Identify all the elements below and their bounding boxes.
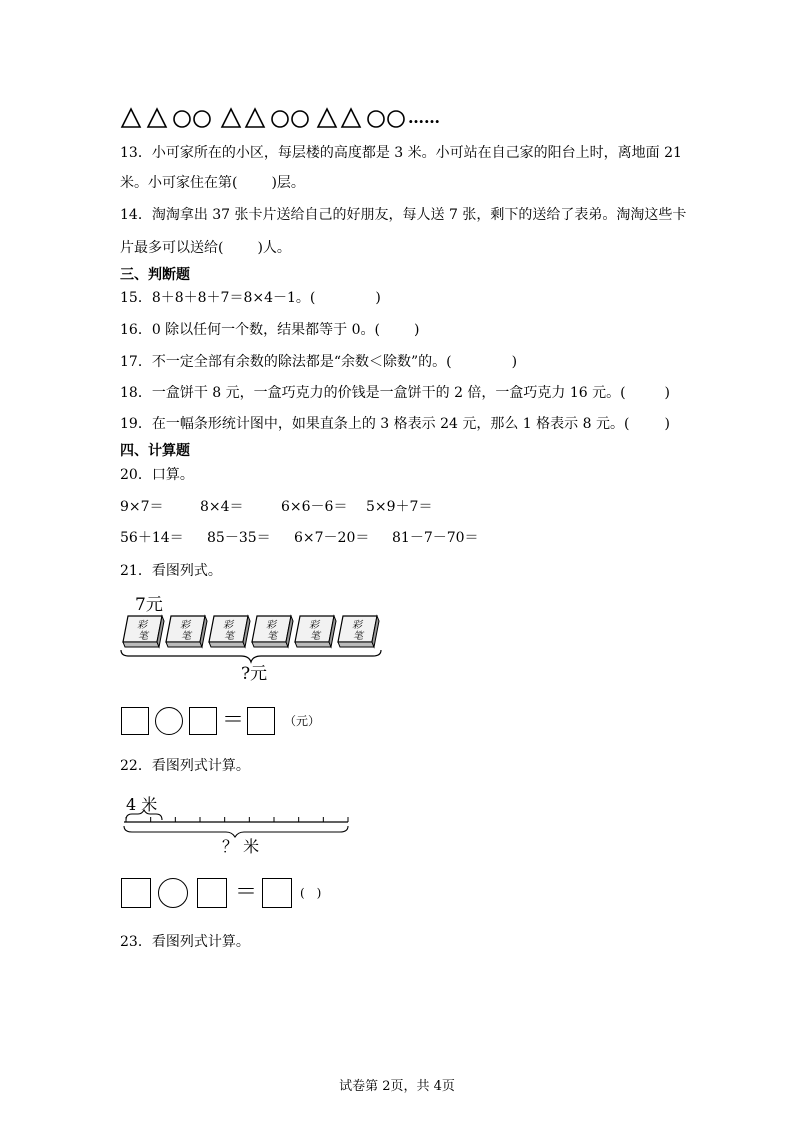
q17-text: 17．不一定全部有余数的除法都是“余数＜除数”的。( — [120, 354, 452, 370]
q21-answer-box[interactable] — [189, 707, 217, 735]
pattern-shapes — [120, 106, 450, 130]
q20-item: 9×7＝ — [120, 499, 164, 515]
triangle-icon — [222, 109, 240, 127]
crayon-box-label: 彩 — [137, 620, 147, 631]
q20-item: 5×9＋7＝ — [366, 499, 433, 515]
crayon-box — [338, 616, 379, 647]
triangle-icon — [122, 109, 140, 127]
q16 — [120, 320, 419, 340]
triangle-icon — [148, 109, 166, 127]
q19-text: 19．在一幅条形统计图中，如果直条上的 3 格表示 24 元，那么 1 格表示 8 元。( — [120, 416, 630, 432]
q15-text: 15．8＋8＋8＋7＝8×4－1。( — [120, 290, 316, 306]
crayon-box — [166, 616, 207, 647]
crayon-box — [123, 616, 164, 647]
crayon-box-label: 笔 — [224, 631, 234, 642]
q21-operator-circle[interactable] — [155, 707, 183, 735]
crayon-box-label: 笔 — [310, 631, 320, 642]
circle-icon — [292, 111, 308, 127]
circle-icon — [194, 111, 210, 127]
q19-close: ) — [664, 416, 670, 432]
section4-title: 四、计算题 — [120, 443, 190, 459]
circle-icon — [388, 111, 404, 127]
q20-title: 20．口算。 — [120, 467, 194, 483]
q13-line2-a: 米。小可家住在第( — [120, 175, 238, 191]
q14-line2 — [120, 238, 291, 258]
crayon-box-label: 彩 — [352, 620, 362, 631]
q20-item: 81－7－70＝ — [392, 530, 479, 546]
q21-result-box[interactable] — [247, 707, 275, 735]
q21-answer-box[interactable] — [121, 707, 149, 735]
triangle-icon — [246, 109, 264, 127]
q15-close: ) — [375, 290, 381, 306]
q22-figure — [118, 790, 368, 860]
q16-close: ) — [414, 322, 420, 338]
crayon-box-label: 彩 — [223, 620, 233, 631]
q21-total-brace — [121, 650, 381, 662]
crayon-boxes — [123, 616, 379, 647]
q18-close: ) — [664, 385, 670, 401]
crayon-box-label: 彩 — [266, 620, 276, 631]
q22-unit: ( ) — [300, 886, 322, 900]
q21-figure — [115, 590, 395, 690]
crayon-box — [295, 616, 336, 647]
q18 — [120, 383, 670, 403]
crayon-box-label: 笔 — [353, 631, 363, 642]
q21-unit: （元） — [284, 714, 321, 728]
section3-title: 三、判断题 — [120, 267, 190, 283]
q22-title: 22．看图列式计算。 — [120, 758, 250, 774]
q21-total-label: ?元 — [241, 664, 268, 684]
circle-icon — [272, 111, 288, 127]
q17 — [120, 352, 517, 372]
q21-title: 21．看图列式。 — [120, 563, 222, 579]
q20-item: 6×6－6＝ — [281, 499, 348, 515]
triangle-icon — [342, 109, 360, 127]
q19 — [120, 414, 670, 434]
crayon-box — [209, 616, 250, 647]
q17-close: ) — [511, 354, 518, 370]
crayon-box-label: 笔 — [181, 631, 191, 642]
q14-line1: 14．淘淘拿出 37 张卡片送给自己的好朋友，每人送 7 张，剩下的送给了表弟。淘淘这些卡 — [120, 207, 687, 223]
crayon-box-label: 彩 — [180, 620, 190, 631]
crayon-box-label: 彩 — [309, 620, 319, 631]
q22-answer-box[interactable] — [121, 878, 151, 908]
page-footer: 试卷第 2页，共 4页 — [339, 1079, 455, 1094]
q23-title: 23．看图列式计算。 — [120, 934, 250, 950]
q13-line1: 13．小可家所在的小区，每层楼的高度都是 3 米。小可站在自己家的阳台上时，离地面 21 — [120, 145, 682, 161]
q22-answer-box[interactable] — [197, 878, 227, 908]
q13-line2-b: )层。 — [271, 175, 305, 191]
q22-segment-label: 4 米 — [126, 795, 158, 814]
pattern-ellipsis: …… — [408, 108, 440, 127]
q18-text: 18．一盒饼干 8 元，一盒巧克力的价钱是一盒饼干的 2 倍，一盒巧克力 16 元。( — [120, 385, 626, 401]
q13-line2 — [120, 173, 305, 193]
q15 — [120, 288, 381, 308]
q20-item: 6×7－20＝ — [294, 530, 370, 546]
q16-text: 16．0 除以任何一个数，结果都等于 0。( — [120, 322, 380, 338]
q22-ticks — [126, 817, 348, 822]
q22-result-box[interactable] — [262, 878, 292, 908]
circle-icon — [174, 111, 190, 127]
q22-equals-sign: ＝ — [235, 880, 258, 905]
triangle-icon — [318, 109, 336, 127]
q14-line2-a: 片最多可以送给( — [120, 240, 224, 256]
q21-equals-sign: ＝ — [222, 708, 245, 733]
shape-pattern — [120, 106, 450, 130]
q21-price-label: 7元 — [135, 595, 163, 615]
q20-item: 85－35＝ — [207, 530, 271, 546]
q14-line2-b: )人。 — [257, 240, 291, 256]
crayon-box-label: 笔 — [267, 631, 277, 642]
crayon-box-label: 笔 — [138, 631, 148, 642]
q22-total-brace — [124, 826, 348, 837]
q22-total-label: ？ 米 — [222, 837, 260, 856]
q20-item: 56＋14＝ — [120, 530, 184, 546]
q20-item: 8×4＝ — [200, 499, 244, 515]
crayon-box — [252, 616, 293, 647]
q22-operator-circle[interactable] — [158, 878, 188, 908]
circle-icon — [368, 111, 384, 127]
